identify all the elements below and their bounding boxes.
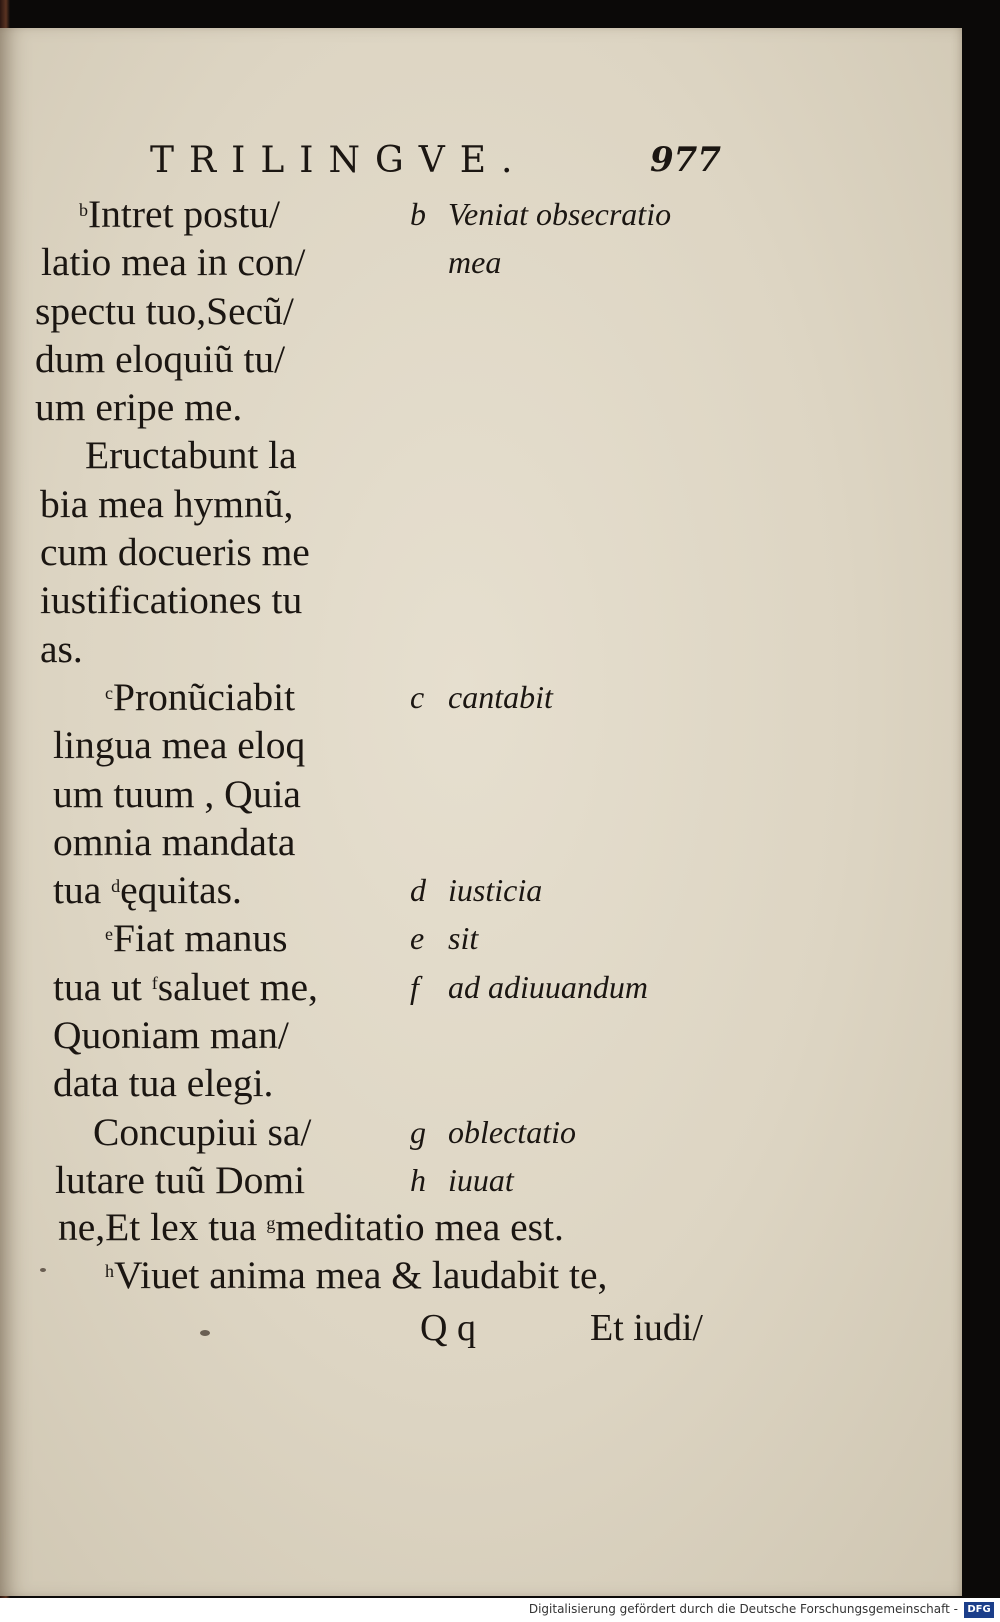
gloss-line	[410, 190, 710, 238]
text-line	[35, 238, 395, 286]
text-line	[40, 1251, 740, 1299]
digitization-note: Digitalisierung gefördert durch die Deutsche Forschungsgemeinschaft -	[528, 1602, 958, 1616]
gloss-text: ad adiuuandum	[448, 968, 648, 1005]
line-text: Pronũciabit	[113, 674, 296, 719]
gloss-text: iuuat	[448, 1161, 514, 1198]
catchword: Et iudi/	[590, 1307, 703, 1349]
gloss-text: oblectatio	[448, 1113, 576, 1150]
note-marker: c	[105, 682, 113, 703]
gloss-text: Veniat obsecratio	[448, 196, 672, 232]
gloss-text: cantabit	[448, 678, 553, 715]
gloss-letter: c	[410, 678, 425, 715]
line-text: spectu tuo,Secũ/	[35, 288, 294, 333]
ink-smudge	[200, 1330, 210, 1336]
line-text: tua	[53, 868, 112, 913]
dfg-logo: DFG	[964, 1602, 994, 1618]
digitization-footer	[0, 1598, 1000, 1622]
text-line	[35, 1011, 395, 1059]
full-width-text	[40, 1203, 740, 1300]
gloss-line	[410, 238, 710, 286]
gloss-letter: e	[410, 920, 425, 957]
text-line	[35, 335, 395, 383]
text-line	[35, 963, 395, 1011]
line-text: ęquitas.	[120, 868, 242, 913]
gloss-line	[410, 721, 710, 769]
text-line	[35, 190, 395, 238]
text-line	[35, 383, 395, 431]
line-text: latio mea in con/	[41, 240, 306, 285]
line-text: as.	[40, 626, 83, 671]
marginal-gloss-column	[410, 190, 710, 1204]
line-text: bia mea hymnũ,	[40, 481, 294, 526]
gloss-line	[410, 770, 710, 818]
note-marker: g	[266, 1213, 276, 1233]
gloss-line	[410, 963, 710, 1011]
gloss-text: iusticia	[448, 872, 543, 909]
line-text: meditatio mea est.	[275, 1205, 564, 1249]
page-number: 977	[650, 140, 721, 180]
text-line	[35, 770, 395, 818]
gloss-line	[410, 528, 710, 576]
gloss-letter: b	[410, 196, 426, 232]
gloss-line	[410, 1108, 710, 1156]
text-line	[35, 576, 395, 624]
note-marker: f	[151, 972, 158, 993]
text-line	[35, 818, 395, 866]
line-text: lingua mea eloq	[53, 723, 306, 768]
line-text: Fiat manus	[113, 916, 288, 961]
signature-mark: Q q	[420, 1307, 476, 1349]
main-text-column	[35, 190, 395, 1204]
gloss-line	[410, 431, 710, 479]
note-marker: b	[79, 200, 88, 220]
line-text: Eructabunt la	[85, 433, 297, 478]
gloss-line	[410, 335, 710, 383]
line-text: ne,Et lex tua	[58, 1205, 267, 1249]
gloss-line	[410, 287, 710, 335]
gloss-letter: h	[410, 1161, 426, 1198]
text-line	[35, 866, 395, 914]
gloss-line	[410, 866, 710, 914]
text-line	[35, 1059, 395, 1107]
line-text: Quoniam man/	[53, 1013, 289, 1058]
line-text: iustificationes tu	[40, 578, 303, 623]
running-title: TRILINGVE.	[150, 140, 528, 181]
text-line	[35, 431, 395, 479]
text-line	[35, 625, 395, 673]
line-text: um eripe me.	[35, 385, 243, 430]
gloss-text: mea	[448, 244, 502, 281]
text-line	[35, 914, 395, 962]
gloss-line	[410, 818, 710, 866]
note-marker: e	[105, 924, 113, 945]
gloss-letter: g	[410, 1113, 426, 1150]
line-text: Concupiui sa/	[93, 1109, 312, 1154]
gloss-line	[410, 625, 710, 673]
line-text: tua ut	[53, 964, 152, 1009]
gloss-line	[410, 914, 710, 962]
gloss-line	[410, 1059, 710, 1107]
line-text: saluet me,	[157, 964, 318, 1009]
gloss-line	[410, 673, 710, 721]
note-marker: h	[105, 1261, 114, 1282]
gloss-line	[410, 1011, 710, 1059]
text-line	[35, 1108, 395, 1156]
text-line	[35, 528, 395, 576]
gloss-letter: f	[410, 968, 419, 1005]
gloss-letter: d	[410, 872, 426, 909]
text-line	[35, 1156, 395, 1204]
line-text: Viuet anima mea & laudabit te,	[114, 1253, 608, 1298]
line-text: um tuum , Quia	[53, 771, 301, 816]
text-line	[40, 1203, 740, 1251]
page-footer	[0, 1306, 962, 1354]
gloss-line	[410, 383, 710, 431]
gloss-line	[410, 576, 710, 624]
text-line	[35, 480, 395, 528]
note-marker: d	[111, 876, 121, 897]
page-header	[150, 140, 730, 184]
text-line	[35, 673, 395, 721]
line-text: omnia mandata	[53, 819, 296, 864]
line-text: lutare tuũ Domi	[55, 1157, 306, 1202]
ink-smudge	[40, 1268, 46, 1272]
line-text: data tua elegi.	[53, 1061, 274, 1106]
gloss-text: sit	[448, 920, 479, 957]
line-text: Intret postu/	[88, 192, 280, 236]
book-page	[0, 28, 962, 1596]
gloss-line	[410, 480, 710, 528]
text-line	[35, 721, 395, 769]
text-line	[35, 287, 395, 335]
gloss-line	[410, 1156, 710, 1204]
line-text: cum docueris me	[40, 530, 310, 575]
line-text: dum eloquiũ tu/	[35, 336, 286, 381]
